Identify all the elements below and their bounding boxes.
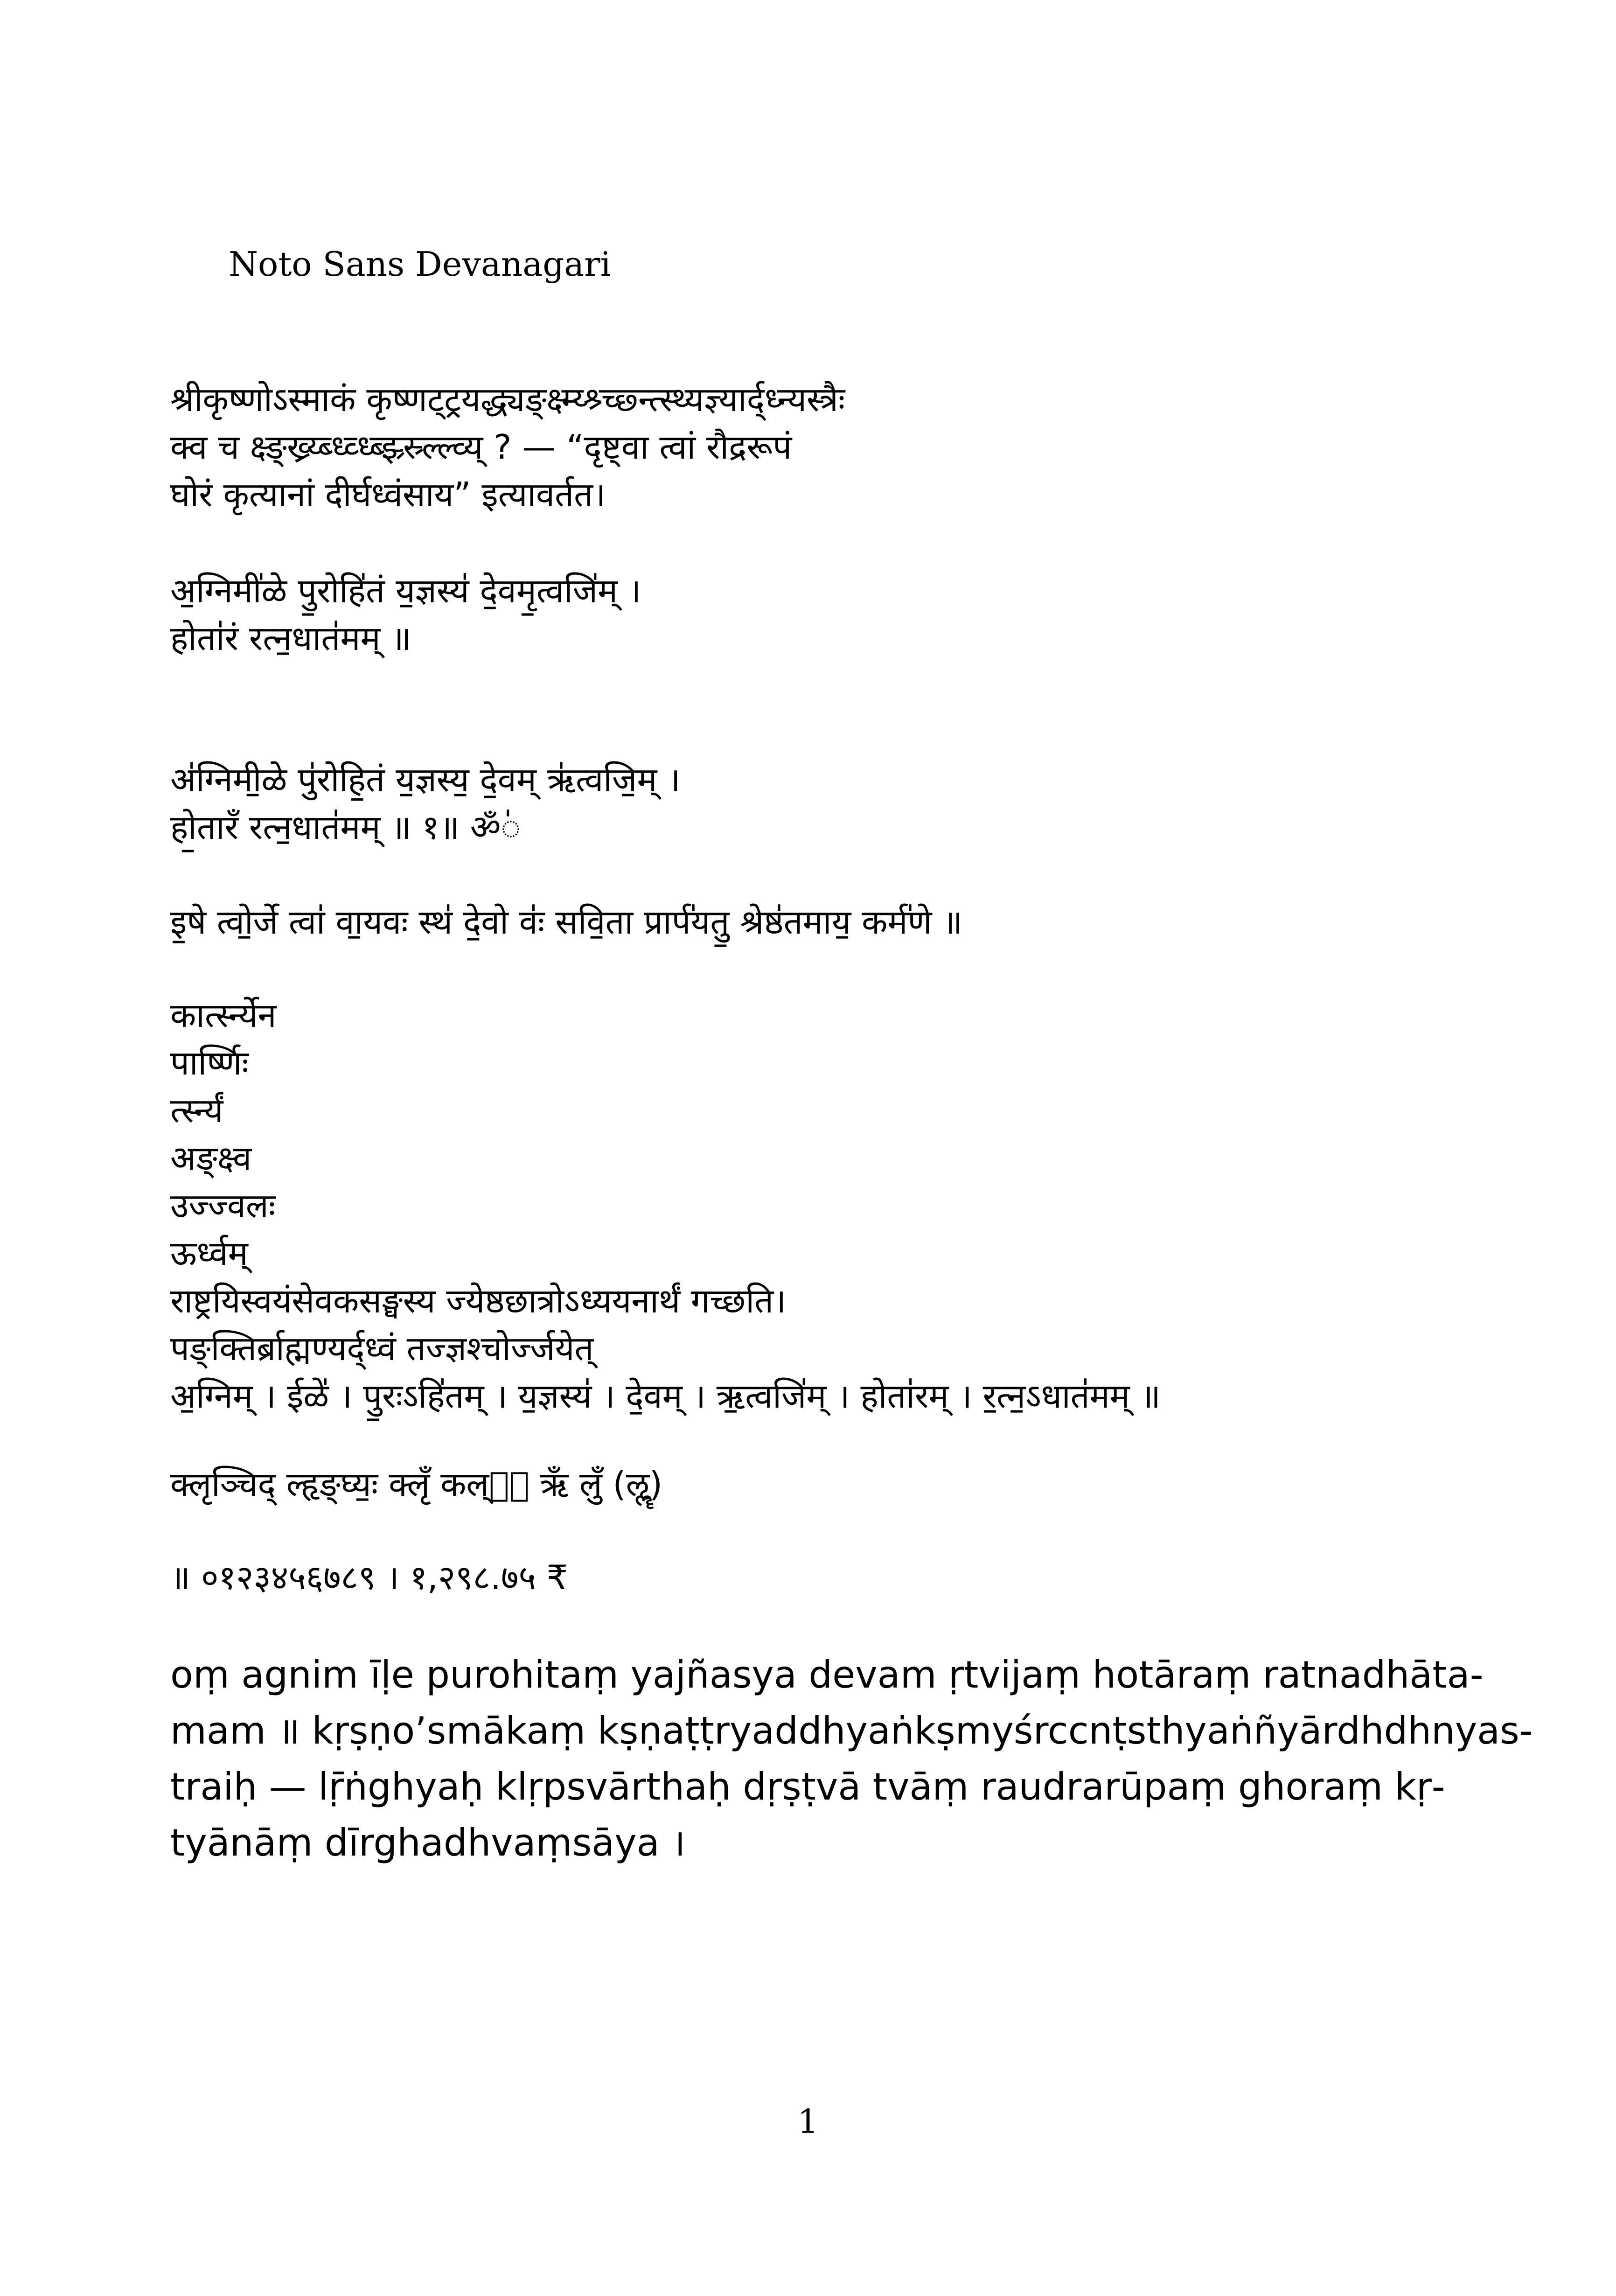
text-line: उज्ज्वलः: [170, 1186, 276, 1225]
yajurveda-verse: [170, 898, 1523, 946]
text-line: घोरं कृत्यानां दीर्घध्वंसाय” इत्यावर्तत।: [170, 475, 606, 514]
text-line: अ॒ग्निम् । ईळे॑ । पु॒रःऽहि॑तम् । य॒ज्ञस्य॑ । दे॒वम् । ऋ॒त्वजि॑म् । होता॑रम् । र॒त्न॒ऽधात॑मम् ॥: [170, 1376, 1161, 1416]
text-line: oṃ agnim īḷe purohitaṃ yajñasya devam ṛtvijaṃ hotāraṃ ratnadhāta-: [170, 1653, 1484, 1696]
vedic-verse-alternate-accents: [170, 756, 1523, 851]
text-line: mam ॥ kṛṣṇo’smākaṃ kṣṇaṭṭryaddhyaṅkṣmyśrccnṭsthyaṅñyārdhdhnyas-: [170, 1709, 1533, 1752]
text-line: tyānāṃ dīrghadhvaṃsāya ।: [170, 1821, 686, 1864]
font-name-heading: Noto Sans Devanagari: [229, 244, 611, 284]
text-line: र्त्स्न्यं: [170, 1091, 223, 1130]
transliteration-paragraph: [170, 1647, 1533, 1871]
text-line: अ॑ग्निमी॒ळे पु॑रोहि॒तं य॒ज्ञस्य॒ दे॒वम् ऋ॑त्वजि॒म् ।: [170, 760, 681, 799]
sanskrit-sample-conjuncts: [170, 376, 1523, 518]
text-line: traiḥ — lṝṅghyaḥ klṛpsvārthaḥ dṛṣṭvā tvāṃ raudrarūpaṃ ghoraṃ kṛ-: [170, 1765, 1445, 1808]
text-line: अङ्क्ष्व: [170, 1138, 252, 1178]
text-line: क्व च क्ष्ङ्ख्र्य्ब्ध्व्ध्ब्झ्र्स्र्ल्ल्व्य् ? — “दृष्ट्वा त्वां रौद्ररूपं: [170, 427, 792, 467]
text-line: पङ्क्तिर्ब्राह्मण्यर्द्ध्वं तज्ज्ञश्चोर्ज्जयेत्: [170, 1329, 594, 1368]
vedic-verse-accented: [170, 567, 1523, 662]
text-line: इ॒षे त्वो॒र्जे त्वा॑ वा॒यवः स्थ॑ दे॒वो वः॑ सवि॒ता प्रार्प॑यतु॒ श्रेष्ठ॑तमाय॒ कर्म॑णे ॥: [170, 902, 963, 942]
text-line: ॥ ०१२३४५६७८९ । १,२९८.७५ ₹: [170, 1558, 568, 1597]
text-line: पार्ष्णिः: [170, 1043, 249, 1082]
text-line: श्रीकृष्णोऽस्माकं कृष्णट्ट्रयद्ध्यङ्क्ष्म्य्श्र्च्छ्न्त्स्थ्यज्ञ्यार्द्ध्न्यस्त्रैः: [170, 380, 845, 419]
text-line: क्लृञ्चिद् ल्हृङ्घ्यः॒ क्लृँ कल्ᳪः ऋँ लुँ (ऌॣ): [170, 1465, 663, 1504]
text-line: राष्ट्रयिस्वयंसेवकसङ्घस्य ज्येष्ठछात्रोऽध्ययनार्थं गच्छति।: [170, 1281, 787, 1320]
page-number: 1: [797, 2102, 819, 2141]
text-line: कार्त्स्न्येन: [170, 996, 277, 1035]
text-line: होता॑रं रत्न॒धात॑मम् ॥: [170, 619, 411, 658]
conjunct-word-list: [170, 991, 1523, 1420]
text-line: अ॒ग्निमी॑ळे पु॒रोहि॑तं य॒ज्ञस्य॑ दे॒वमृ॒त्वजि॑म् ।: [170, 571, 641, 610]
text-line: हो॒तारँ रत्न॒धात॑मम् ॥ १॥ ॐ॑: [170, 808, 521, 847]
text-line: ऊर्ध्वम्: [170, 1234, 248, 1273]
vocalic-l-samples: [170, 1460, 1523, 1508]
digits-and-currency: [170, 1554, 1523, 1601]
